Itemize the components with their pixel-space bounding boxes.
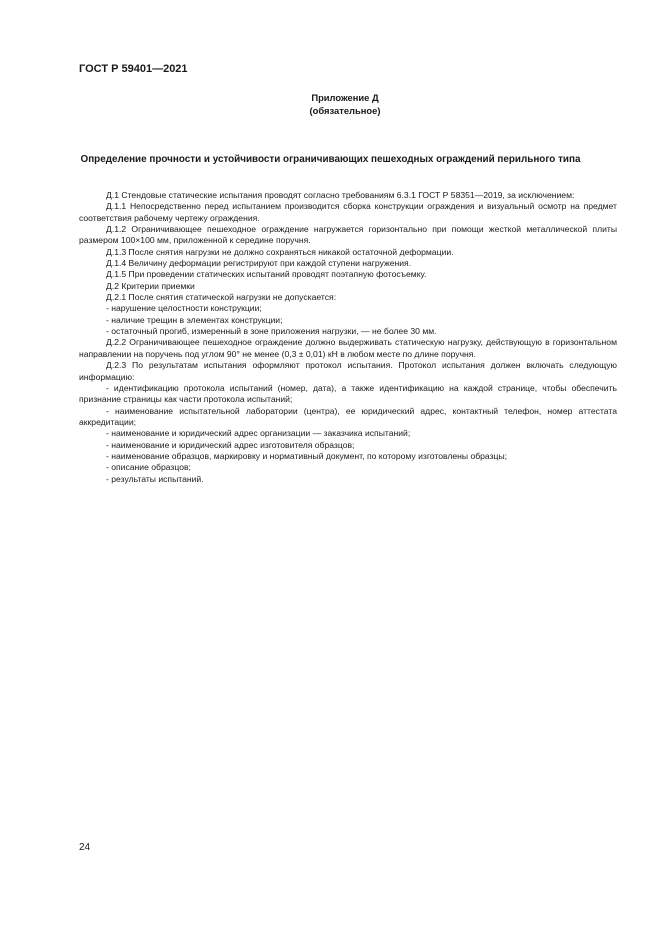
document-body bbox=[79, 190, 617, 485]
annex-heading bbox=[0, 92, 661, 117]
list-item: - наименование образцов, маркировку и нормативный документ, по которому изготовлены образцы; bbox=[106, 450, 508, 461]
paragraph-d2-2: Д.2.2 Ограничивающее пешеходное ограждение должно выдерживать статическую нагрузку, действующую в горизонтальном направлении на поручень под углом 90° не менее (0,3 ± 0,01) кН в любом месте по длине поручня. bbox=[79, 337, 617, 359]
annex-status: (обязательное) bbox=[309, 104, 381, 116]
paragraph-d2-3: Д.2.3 По результатам испытания оформляют протокол испытания. Протокол испытания должен включать следующую информацию: bbox=[79, 360, 617, 382]
list-item: - нарушение целостности конструкции; bbox=[106, 303, 262, 314]
paragraph-d1: Д.1 Стендовые статические испытания проводят согласно требованиям 6.3.1 ГОСТ Р 58351—2019, за исключением: bbox=[106, 190, 575, 200]
list-item: - идентификацию протокола испытаний (номер, дата), а также идентификацию на каждой странице, чтобы обеспечить признание страницы как части протокола испытаний; bbox=[79, 382, 617, 405]
paragraph-d1-1: Д.1.1 Непосредственно перед испытанием производится сборка конструкции ограждения и визуальный осмотр на предмет соответствия рабочему чертежу ограждения. bbox=[79, 201, 617, 223]
page-number: 24 bbox=[79, 842, 91, 853]
list-item: - описание образцов; bbox=[106, 462, 191, 473]
paragraph-d1-2: Д.1.2 Ограничивающее пешеходное ограждение нагружается горизонтально при помощи жесткой металлической плиты размером 100×100 мм, приложенной к середине поручня. bbox=[79, 224, 617, 246]
paragraph-d1-3: Д.1.3 После снятия нагрузки не должно сохраняться никакой остаточной деформации. bbox=[106, 246, 454, 257]
paragraph-d2-1: Д.2.1 После снятия статической нагрузки не допускается: bbox=[106, 292, 337, 303]
list-item: - наименование испытательной лаборатории (центра), ее юридический адрес, контактный телефон, номер аттестата аккредитации; bbox=[79, 405, 617, 427]
section-title: Определение прочности и устойчивости ограничивающих пешеходных ограждений перильного типа bbox=[80, 154, 581, 165]
paragraph-d2: Д.2 Критерии приемки bbox=[106, 280, 195, 291]
list-item: - остаточный прогиб, измеренный в зоне приложения нагрузки, — не более 30 мм. bbox=[106, 326, 437, 337]
paragraph-d1-4: Д.1.4 Величину деформации регистрируют при каждой ступени нагружения. bbox=[106, 258, 412, 269]
list-item: - наименование и юридический адрес изготовителя образцов; bbox=[106, 439, 355, 450]
list-item: - наличие трещин в элементах конструкции; bbox=[106, 314, 283, 325]
document-code-header: ГОСТ Р 59401—2021 bbox=[79, 63, 188, 75]
paragraph-d1-5: Д.1.5 При проведении статических испытаний проводят поэтапную фотосъемку. bbox=[106, 269, 427, 280]
list-item: - результаты испытаний. bbox=[106, 473, 204, 484]
annex-title: Приложение Д bbox=[311, 92, 379, 103]
list-item: - наименование и юридический адрес организации — заказчика испытаний; bbox=[106, 428, 411, 439]
